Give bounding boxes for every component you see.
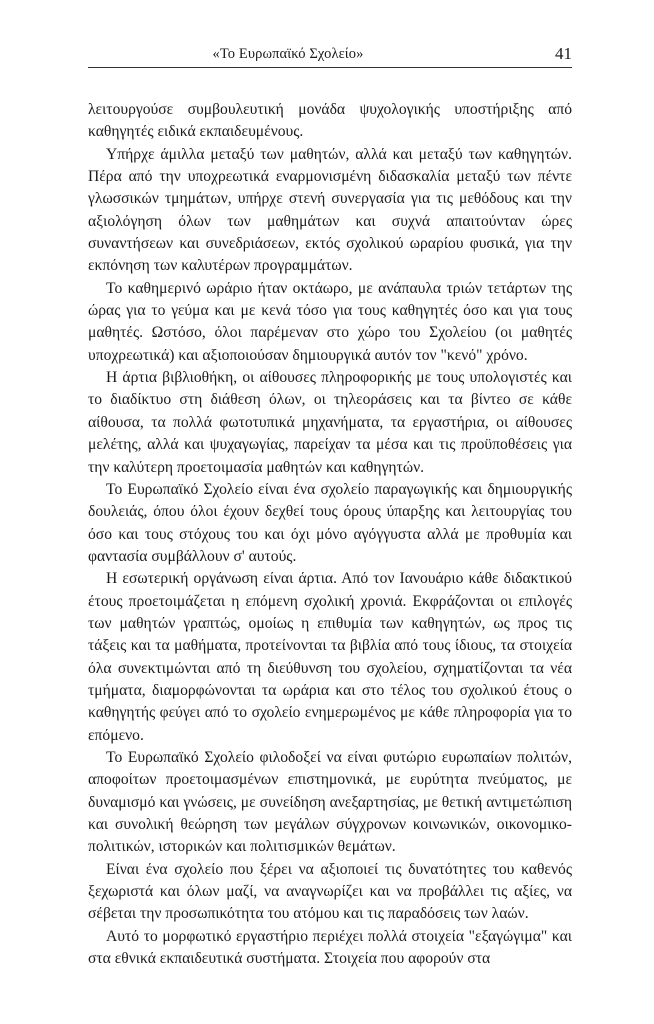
paragraph: Το καθημερινό ωράριο ήταν οκτάωρο, με ανάπαυλα τριών τετάρτων της ώρας για το γεύμα και με κενά τόσο για τους καθηγητές όσο και για τους μαθητές. Ωστόσο, όλοι παρέμεναν στο χώρο του Σχολείου (οι μαθητές υποχρεωτικά) και αξιοποιούσαν δημιουργικά αυτόν τον "κενό" χρόνο. (88, 279, 572, 364)
running-header (88, 44, 572, 66)
running-title: «Το Ευρωπαϊκό Σχολείο» (212, 46, 364, 62)
paragraph: Το Ευρωπαϊκό Σχολείο φιλοδοξεί να είναι φυτώριο ευρωπαίων πολιτών, αποφοίτων προετοιμασμένων επιστημονικά, με ευρύτητα πνεύματος, με δυναμισμό και γνώσεις, με συνείδηση ανεξαρτησίας, με θετική αντιμετώπιση και συνολική θεώρηση των μεγάλων σύγχρονων κοινωνικών, οικονομικο-πολιτικών, ιστορικών και πολιτισμικών θεμάτων. (88, 748, 572, 856)
paragraph: Υπήρχε άμιλλα μεταξύ των μαθητών, αλλά και μεταξύ των καθηγητών. Πέρα από την υποχρεωτικά εναρμονισμένη διδασκαλία μεταξύ των πέντε γλωσσικών τμημάτων, υπήρχε στενή συνεργασία για τις μεθόδους και την αξιολόγηση όλων των μαθημάτων και συχνά απαιτούνταν ώρες συναντήσεων και συνεδριάσεων, εκτός σχολικού ωραρίου φυσικά, για την εκπόνηση των καλυτέρων προγραμμάτων. (88, 145, 572, 275)
paragraph-continued: λειτουργούσε συμβουλευτική μονάδα ψυχολογικής υποστήριξης από καθηγητές ειδικά εκπαιδευμένους. (88, 101, 572, 141)
paragraph: Η εσωτερική οργάνωση είναι άρτια. Από τον Ιανουάριο κάθε διδακτικού έτους προετοιμάζεται η επόμενη σχολική χρονιά. Εκφράζονται οι επιλογές των μαθητών γραπτώς, ομοίως η επιθυμία των καθηγητών, ως προς τις τάξεις και τα μαθήματα, προτείνονται τα βιβλία από τους ίδιους, τα στοιχεία όλα συνεκτιμώνται από τη διεύθυνση του σχολείου, σχηματίζονται τα νέα τμήματα, διαμορφώνονται τα ωράρια και στο τέλος του σχολικού έτους ο καθηγητής φεύγει από το σχολείο ενημερωμένος με κάθε πληροφορία για το επόμενο. (88, 570, 572, 744)
body-text (88, 99, 572, 970)
paragraph: Το Ευρωπαϊκό Σχολείο είναι ένα σχολείο παραγωγικής και δημιουργικής δουλειάς, όπου όλοι έχουν δεχθεί τους όρους ύπαρξης και λειτουργίας του όσο και τους στόχους του και όχι μόνο αγόγγυστα αλλά με προθυμία και φαντασία συμβάλλουν σ' αυτούς. (88, 480, 572, 565)
page-number: 41 (555, 44, 572, 63)
paragraph: Η άρτια βιβλιοθήκη, οι αίθουσες πληροφορικής με τους υπολογιστές και το διαδίκτυο στη διάθεση όλων, οι τηλεοράσεις και τα βίντεο σε κάθε αίθουσα, τα πολλά φωτοτυπικά μηχανήματα, τα εργαστήρια, οι αίθουσες μελέτης, αλλά και ψυχαγωγίας, παρείχαν τα μέσα και τις προϋποθέσεις για την καλύτερη προετοιμασία μαθητών και καθηγητών. (88, 369, 572, 476)
paragraph: Είναι ένα σχολείο που ξέρει να αξιοποιεί τις δυνατότητες του καθενός ξεχωριστά και όλων μαζί, να αναγνωρίζει και να προβάλλει τις αξίες, να σέβεται την προσωπικότητα του ατόμου και τις παραδόσεις των λαών. (88, 860, 572, 923)
paragraph: Αυτό το μορφωτικό εργαστήριο περιέχει πολλά στοιχεία "εξαγώγιμα" και στα εθνικά εκπαιδευτικά συστήματα. Στοιχεία που αφορούν στα (88, 927, 572, 968)
header-rule (88, 67, 572, 68)
